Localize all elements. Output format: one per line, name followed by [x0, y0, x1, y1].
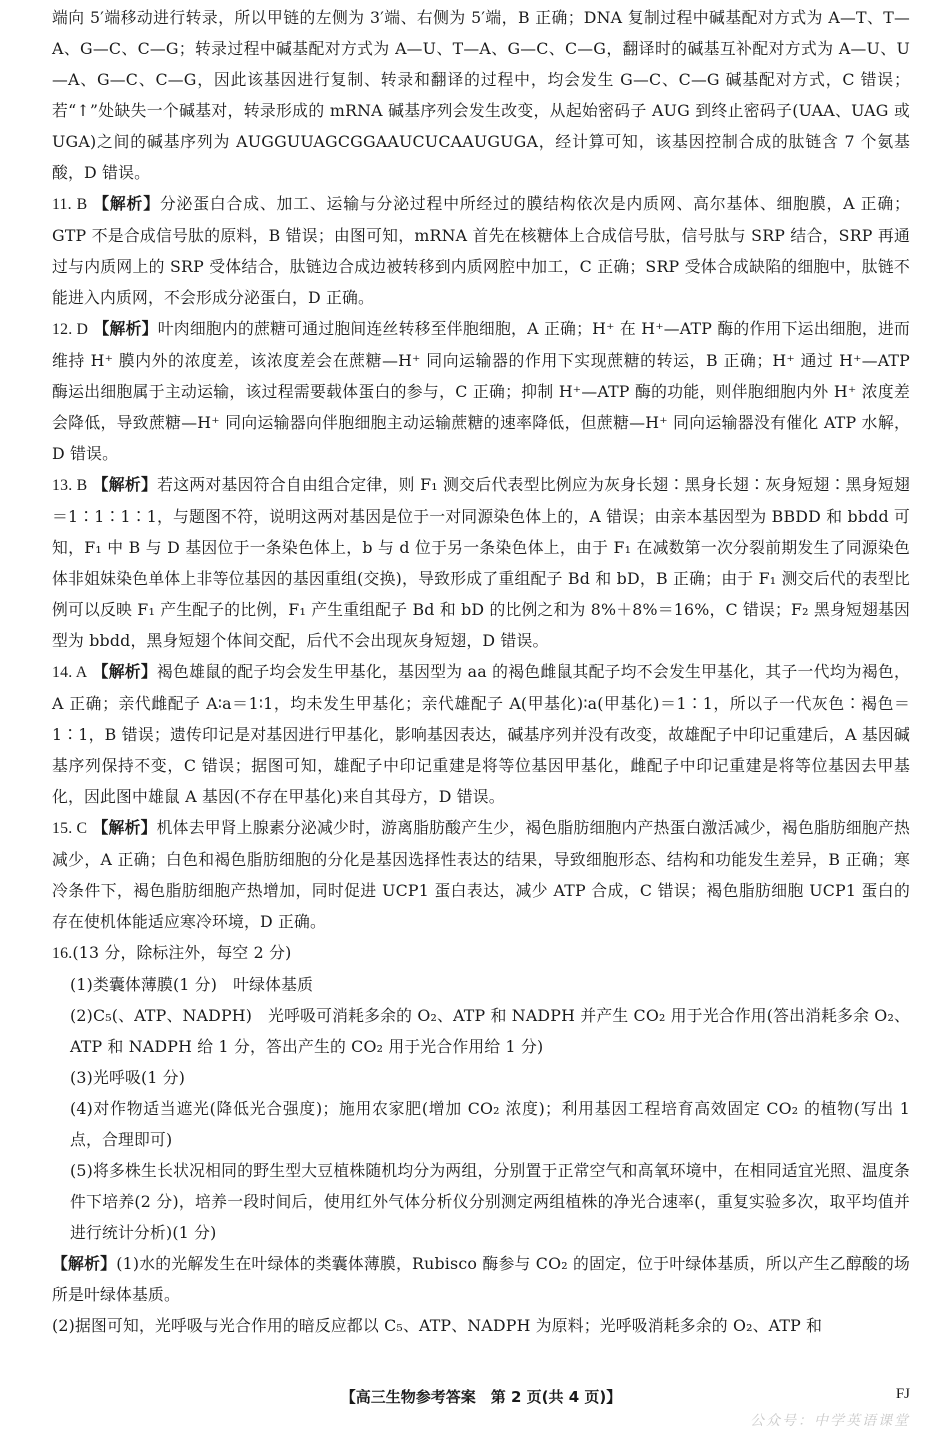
- answer-15-text: 机体去甲肾上腺素分泌减少时，游离脂肪酸产生少，褐色脂肪细胞内产热蛋白激活减少，褐色脂肪细胞产热减少，A 正确；白色和褐色脂肪细胞的分化是基因选择性表达的结果，导致细胞形态、结构和功能发生差异，B 正确；寒冷条件下，褐色脂肪细胞产热增加，同时促进 UCP1 蛋白表达，减少 ATP 合成，C 错误；褐色脂肪细胞 UCP1 蛋白的存在使机体能适应寒冷环境，D 正确。: [52, 818, 910, 931]
- answer-16-scoring: (13 分，除标注外，每空 2 分): [72, 943, 292, 962]
- footer-region-code: FJ: [895, 1386, 910, 1402]
- answer-12-tag: 【解析】: [93, 319, 158, 338]
- answer-16-part-2: (2)C₅(、ATP、NADPH) 光呼吸可消耗多余的 O₂、ATP 和 NADPH 并产生 CO₂ 用于光合作用(答出消耗多余 O₂、ATP 和 NADPH 给 1 分，答出产生的 CO₂ 用于光合作用给 1 分): [70, 1006, 910, 1056]
- answer-16-analysis-2: (2)据图可知，光呼吸与光合作用的暗反应都以 C₅、ATP、NADPH 为原料；光呼吸消耗多余的 O₂、ATP 和: [52, 1316, 823, 1335]
- answer-15-number: 15. C: [52, 820, 88, 837]
- answer-12: [52, 313, 910, 469]
- q10-continuation: 端向 5′端移动进行转录，所以甲链的左侧为 3′端、右侧为 5′端，B 正确；DNA 复制过程中碱基配对方式为 A—T、T—A、G—C、C—G；转录过程中碱基配对方式为 A—U、T—A、G—C、C—G，翻译时的碱基互补配对方式为 A—U、U—A、G—C、C—G，因此该基因进行复制、转录和翻译的过程中，均会发生 G—C、C—G 碱基配对方式，C 错误；若“↑”处缺失一个碱基对，转录形成的 mRNA 碱基序列会发生改变，从起始密码子 AUG 到终止密码子(UAA、UAG 或 UGA)之间的碱基序列为 AUGGUUAGCGGAAUCUCAAUGUGA，经计算可知，该基因控制合成的肽链含 7 个氨基酸，D 错误。: [52, 8, 910, 182]
- answer-16-part-1: (1)类囊体薄膜(1 分) 叶绿体基质: [70, 975, 314, 994]
- answer-13-text: 若这两对基因符合自由组合定律，则 F₁ 测交后代表型比例应为灰身长翅∶黑身长翅∶灰身短翅∶黑身短翅＝1∶1∶1∶1，与题图不符，说明这两对基因是位于一对同源染色体上的，A 错误；由亲本基因型为 BBDD 和 bbdd 可知，F₁ 中 B 与 D 基因位于一条染色体上，b 与 d 位于另一条染色体上，由于 F₁ 在减数第一次分裂前期发生了同源染色体非姐妹染色单体上非等位基因的基因重组(交换)，导致形成了重组配子 Bd 和 bD，B 正确；由于 F₁ 测交后代的表型比例可以反映 F₁ 产生配子的比例，F₁ 产生重组配子 Bd 和 bD 的比例之和为 8%＋8%＝16%，C 错误；F₂ 黑身短翅基因型为 bbdd，黑身短翅个体间交配，后代不会出现灰身短翅，D 错误。: [52, 475, 910, 650]
- answer-16-number: 16.: [52, 945, 73, 962]
- answer-11-text: 分泌蛋白合成、加工、运输与分泌过程中所经过的膜结构依次是内质网、高尔基体、细胞膜，A 正确；GTP 不是合成信号肽的原料，B 错误；由图可知，mRNA 首先在核糖体上合成信号肽，信号肽与 SRP 结合，SRP 再通过与内质网上的 SRP 受体结合，肽链边合成边被转移到内质网腔中加工，C 正确；SRP 受体合成缺陷的细胞中，肽链不能进入内质网，不会形成分泌蛋白，D 正确。: [52, 194, 910, 307]
- answer-14-text: 褐色雄鼠的配子均会发生甲基化，基因型为 aa 的褐色雌鼠其配子均不会发生甲基化，其子一代均为褐色，A 正确；亲代雌配子 A∶a＝1∶1，均未发生甲基化；亲代雄配子 A(甲基化)∶a(甲基化)＝1∶1，所以子一代灰色∶褐色＝1∶1，B 错误；遗传印记是对基因进行甲基化，影响基因表达，碱基序列并没有改变，故雄配子中印记重建后，A 基因碱基序列保持不变，C 错误；据图可知，雄配子中印记重建是将等位基因甲基化，雌配子中印记重建是将等位基因去甲基化，因此图中雄鼠 A 基因(不存在甲基化)来自其母方，D 错误。: [52, 662, 910, 806]
- answer-11-number: 11. B: [52, 196, 88, 213]
- answer-14: [52, 656, 910, 812]
- answer-12-number: 12. D: [52, 321, 89, 338]
- answer-12-text: 叶肉细胞内的蔗糖可通过胞间连丝转移至伴胞细胞，A 正确；H⁺ 在 H⁺—ATP 酶的作用下运出细胞，进而维持 H⁺ 膜内外的浓度差，该浓度差会在蔗糖—H⁺ 同向运输器的作用下实现蔗糖的转运，B 正确；H⁺ 通过 H⁺—ATP 酶运出细胞属于主动运输，该过程需要载体蛋白的参与，C 正确；抑制 H⁺—ATP 酶的功能，则伴胞细胞内外 H⁺ 浓度差会降低，导致蔗糖—H⁺ 同向运输器向伴胞细胞主动运输蔗糖的速率降低，但蔗糖—H⁺ 同向运输器没有催化 ATP 水解，D 错误。: [52, 319, 910, 463]
- answer-16-part-5: (5)将多株生长状况相同的野生型大豆植株随机均分为两组，分别置于正常空气和高氧环境中，在相同适宜光照、温度条件下培养(2 分)，培养一段时间后，使用红外气体分析仪分别测定两组植株的净光合速率(，重复实验多次，取平均值并进行统计分析)(1 分): [70, 1161, 910, 1242]
- answer-page: [52, 2, 910, 1341]
- footer-page-info: 【高三生物参考答案 第 2 页(共 4 页)】: [340, 1388, 622, 1406]
- answer-16-part-3: (3)光呼吸(1 分): [70, 1068, 186, 1087]
- answer-16-analysis-1-text: (1)水的光解发生在叶绿体的类囊体薄膜，Rubisco 酶参与 CO₂ 的固定，位于叶绿体基质，所以产生乙醇酸的场所是叶绿体基质。: [52, 1254, 910, 1304]
- answer-16-part-4: (4)对作物适当遮光(降低光合强度)；施用农家肥(增加 CO₂ 浓度)；利用基因工程培育高效固定 CO₂ 的植物(写出 1 点，合理即可): [70, 1099, 910, 1149]
- answer-14-number: 14. A: [52, 664, 88, 681]
- page-footer: [52, 1386, 910, 1410]
- answer-16-header: [52, 937, 910, 969]
- answer-13: [52, 469, 910, 656]
- answer-16-analysis-1: [52, 1248, 910, 1310]
- answer-15: [52, 812, 910, 937]
- watermark-text: 公众号：中学英语课堂: [750, 1413, 910, 1429]
- answer-14-tag: 【解析】: [92, 662, 157, 681]
- answer-13-number: 13. B: [52, 477, 88, 494]
- answer-15-tag: 【解析】: [92, 818, 157, 837]
- answer-16-analysis-tag: 【解析】: [52, 1254, 117, 1273]
- answer-11: [52, 188, 910, 313]
- answer-13-tag: 【解析】: [92, 475, 158, 494]
- answer-11-tag: 【解析】: [93, 194, 160, 213]
